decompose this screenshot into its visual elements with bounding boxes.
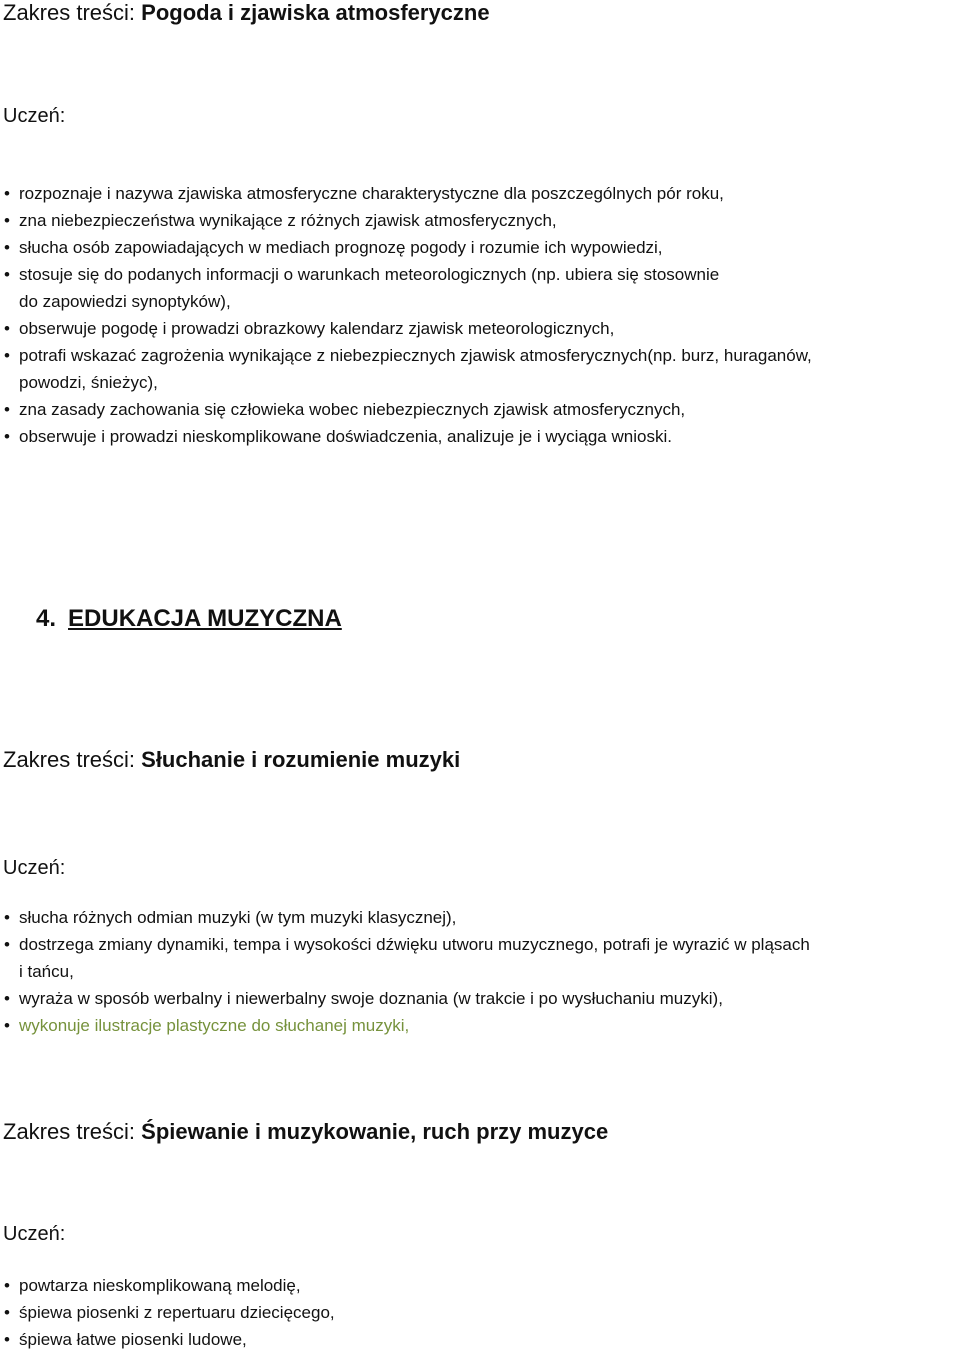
list-item: • obserwuje i prowadzi nieskomplikowane doświadczenia, analizuje je i wyciąga wnioski. xyxy=(0,423,958,450)
list-item: • śpiewa piosenki z repertuaru dziecięcego, xyxy=(0,1299,958,1326)
bullet-icon: • xyxy=(4,319,10,338)
section-title-text: EDUKACJA MUZYCZNA xyxy=(68,605,342,632)
bullet-icon: • xyxy=(4,265,10,284)
bullet-icon: • xyxy=(4,238,10,257)
list-item: • dostrzega zmiany dynamiki, tempa i wysokości dźwięku utworu muzycznego, potrafi je wyrazić w pląsach i tańcu, xyxy=(0,931,958,985)
bullet-icon: • xyxy=(4,1303,10,1322)
list-item-continuation: powodzi, śnieżyc), xyxy=(19,373,158,392)
list-item: • słucha różnych odmian muzyki (w tym muzyki klasycznej), xyxy=(0,904,958,931)
student-label: Uczeń: xyxy=(3,857,66,879)
bullet-icon: • xyxy=(4,211,10,230)
student-label: Uczeń: xyxy=(3,1223,66,1245)
heading-prefix: Zakres treści: xyxy=(3,747,142,772)
bullet-list-singing xyxy=(0,1272,958,1353)
highlighted-text: wykonuje ilustracje plastyczne do słuchanej muzyki, xyxy=(19,1016,410,1035)
list-item: • rozpoznaje i nazywa zjawiska atmosferyczne charakterystyczne dla poszczególnych pór roku, xyxy=(0,180,958,207)
bullet-icon: • xyxy=(4,1330,10,1349)
heading-prefix: Zakres treści: xyxy=(3,1119,142,1144)
bullet-icon: • xyxy=(4,908,10,927)
bullet-icon: • xyxy=(4,1016,10,1035)
list-item: • zna zasady zachowania się człowieka wobec niebezpiecznych zjawisk atmosferycznych, xyxy=(0,396,958,423)
bullet-list-listening xyxy=(0,904,958,1039)
bullet-icon: • xyxy=(4,184,10,203)
list-item: • obserwuje pogodę i prowadzi obrazkowy kalendarz zjawisk meteorologicznych, xyxy=(0,315,958,342)
student-label: Uczeń: xyxy=(3,105,66,127)
list-item: • stosuje się do podanych informacji o warunkach meteorologicznych (np. ubiera się stosownie do zapowiedzi synoptyków), xyxy=(0,261,958,315)
topic-heading-singing xyxy=(3,1119,608,1145)
section-title xyxy=(36,604,342,634)
list-item: • zna niebezpieczeństwa wynikające z różnych zjawisk atmosferycznych, xyxy=(0,207,958,234)
list-item xyxy=(0,1012,958,1039)
bullet-icon: • xyxy=(4,400,10,419)
bullet-icon: • xyxy=(4,989,10,1008)
bullet-icon: • xyxy=(4,346,10,365)
bullet-list-weather xyxy=(0,180,958,450)
topic-heading-weather xyxy=(3,0,490,26)
bullet-icon: • xyxy=(4,1276,10,1295)
list-item-continuation: do zapowiedzi synoptyków), xyxy=(19,292,231,311)
heading-title: Pogoda i zjawiska atmosferyczne xyxy=(141,0,490,25)
list-item: • powtarza nieskomplikowaną melodię, xyxy=(0,1272,958,1299)
heading-title: Słuchanie i rozumienie muzyki xyxy=(141,747,461,772)
list-item: • słucha osób zapowiadających w mediach prognozę pogody i rozumie ich wypowiedzi, xyxy=(0,234,958,261)
list-item: • śpiewa łatwe piosenki ludowe, xyxy=(0,1326,958,1353)
section-number: 4. xyxy=(36,605,57,632)
bullet-icon: • xyxy=(4,935,10,954)
list-item: • wyraża w sposób werbalny i niewerbalny swoje doznania (w trakcie i po wysłuchaniu muzyki), xyxy=(0,985,958,1012)
bullet-icon: • xyxy=(4,427,10,446)
list-item-continuation: i tańcu, xyxy=(19,962,74,981)
heading-prefix: Zakres treści: xyxy=(3,0,142,25)
list-item: • potrafi wskazać zagrożenia wynikające z niebezpiecznych zjawisk atmosferycznych(np. burz, huraganów, powodzi, śnieżyc), xyxy=(0,342,958,396)
topic-heading-listening xyxy=(3,747,460,773)
heading-title: Śpiewanie i muzykowanie, ruch przy muzyce xyxy=(141,1119,609,1144)
